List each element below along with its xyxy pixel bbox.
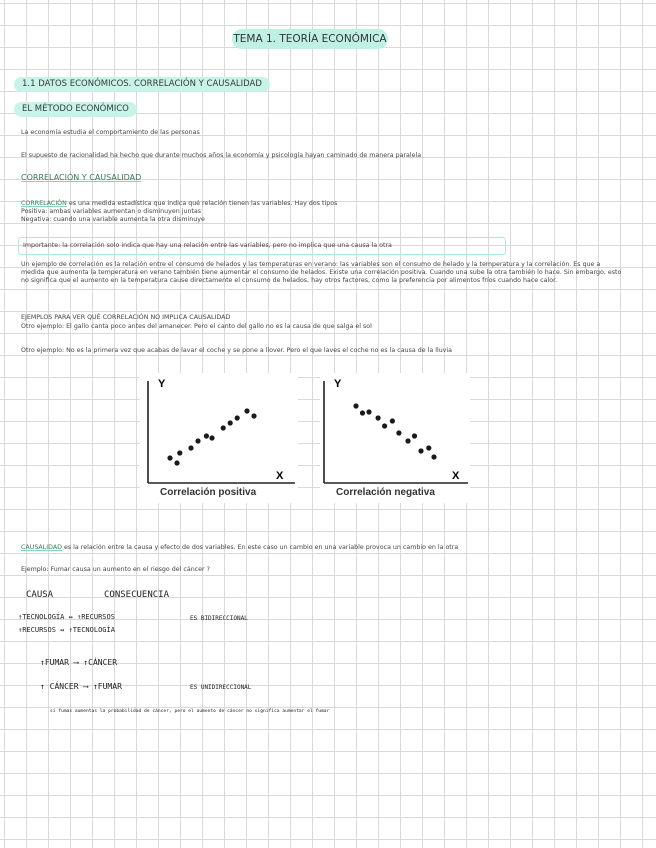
page-title: TEMA 1. TEORÍA ECONÓMICA: [232, 29, 388, 49]
correlation-definition: [21, 200, 337, 208]
correlation-definition-text: es una medida estadística que indica qué relación tienen las variables. Hay dos tipos: [66, 200, 338, 207]
hand-cause-label: CAUSA: [26, 590, 54, 600]
section-heading: 1.1 DATOS ECONÓMICOS. CORRELACIÓN Y CAUSALIDAD: [14, 77, 270, 92]
positive-chart-point-6: [209, 435, 214, 440]
positive-chart-point-0: [167, 455, 172, 460]
hand-row-resources: ↑RECURSOS ↔ ↑TECNOLOGÍA: [18, 626, 115, 634]
positive-chart: [140, 373, 298, 503]
negative-chart-point-6: [396, 430, 401, 435]
negative-x-label: X: [452, 470, 460, 482]
hand-row-cancer: ↑ CÁNCER ⟶ ↑FUMAR: [40, 682, 122, 691]
negative-y-label: Y: [334, 378, 342, 390]
example-car-wash: Otro ejemplo: No es la primera vez que acabas de lavar el coche y se pone a llover. Pero el que laves el coche no es la causa de la lluvia: [21, 347, 453, 354]
causality-definition-text: es la relación entre la causa y efecto de dos variables. En este caso un cambio en una variable provoca un cambio en la otra: [62, 544, 459, 551]
correlation-negative: Negativa: cuando una variable aumenta la otra disminuye: [21, 216, 205, 223]
hand-note: si fumas aumentas la probabilidad de cáncer, pero el aumento de cáncer no significa aumentar el fumar: [50, 709, 330, 714]
positive-chart-point-8: [228, 420, 233, 425]
negative-chart-point-0: [353, 403, 358, 408]
positive-chart-plot: [140, 373, 298, 485]
positive-chart-point-9: [235, 415, 240, 420]
negative-chart-point-5: [390, 418, 395, 423]
negative-chart-point-2: [366, 409, 371, 414]
method-paragraph-2: El supuesto de racionalidad ha hecho que durante muchos años la economía y psicología hayan caminado de manera paralela: [21, 152, 422, 159]
example-paragraph: Un ejemplo de correlación es la relación entre el consumo de helados y las temperaturas en verano: las variables son el consumo de helado y la temperatura y la correlación. Es que a medida que aumenta la temperatura en verano también tiene aumentar el consumo de helados. Existe una correlación positiva. Cuando una sube la otra también lo hace. Sin embargo, esto no significa que el aumento en la temperatura cause directamente el consumo de helados, hay otros factores, como la preferencia por alimentos fríos cuando hace calor.: [21, 261, 622, 284]
positive-chart-point-2: [177, 450, 182, 455]
correlation-positive: Positiva: ambas variables aumentan o disminuyen juntas: [21, 208, 202, 215]
negative-chart-point-1: [360, 410, 365, 415]
method-paragraph-1: La economía estudia el comportamiento de las personas: [21, 129, 200, 136]
positive-chart-point-5: [204, 433, 209, 438]
causality-example: Ejemplo: Fumar causa un aumento en el riesgo del cáncer ?: [21, 566, 210, 573]
positive-y-label: Y: [158, 378, 166, 390]
negative-chart-point-4: [382, 423, 387, 428]
negative-chart-point-8: [412, 433, 417, 438]
negative-chart-point-11: [431, 454, 436, 459]
hand-row-smoke: ↑FUMAR ⟶ ↑CÁNCER: [40, 658, 118, 667]
negative-chart-point-3: [376, 415, 381, 420]
positive-chart-point-3: [188, 445, 193, 450]
positive-chart-point-11: [251, 413, 256, 418]
negative-chart-point-7: [405, 438, 410, 443]
negative-chart-plot: [320, 373, 470, 485]
hand-row-tech: ↑TECNOLOGÍA ↔ ↑RECURSOS: [18, 613, 115, 621]
examples-heading: EJEMPLOS PARA VER QUÉ CORRELACIÓN NO IMPLICA CAUSALIDAD: [21, 314, 231, 321]
positive-chart-point-1: [174, 460, 179, 465]
important-note: Importante: la correlación solo indica que hay una relación entre las variables, pero no implica que una causa la otra: [18, 237, 506, 255]
causality-term: CAUSALIDAD: [21, 544, 62, 551]
correlation-term: CORRELACIÓN: [21, 200, 67, 207]
causality-definition: [21, 544, 458, 552]
positive-chart-point-10: [244, 408, 249, 413]
hand-unidirectional: ES UNIDIRECCIONAL: [190, 684, 252, 691]
positive-chart-point-7: [221, 425, 226, 430]
method-heading: EL MÉTODO ECONÓMICO: [14, 102, 137, 117]
negative-chart-point-10: [426, 445, 431, 450]
correlation-heading: CORRELACIÓN Y CAUSALIDAD: [21, 173, 142, 182]
negative-chart-point-9: [418, 448, 423, 453]
example-rooster: Otro ejemplo: El gallo canta poco antes del amanecer. Pero el canto del gallo no es la causa de que salga el sol: [21, 323, 372, 330]
negative-chart-title: Correlación negativa: [336, 487, 435, 498]
positive-x-label: X: [276, 470, 284, 482]
negative-chart: [320, 373, 470, 503]
positive-chart-point-4: [195, 438, 200, 443]
hand-bidirectional: ES BIDIRECCIONAL: [190, 615, 248, 622]
hand-consequence-label: CONSECUENCIA: [104, 590, 170, 600]
positive-chart-title: Correlación positiva: [160, 487, 257, 498]
